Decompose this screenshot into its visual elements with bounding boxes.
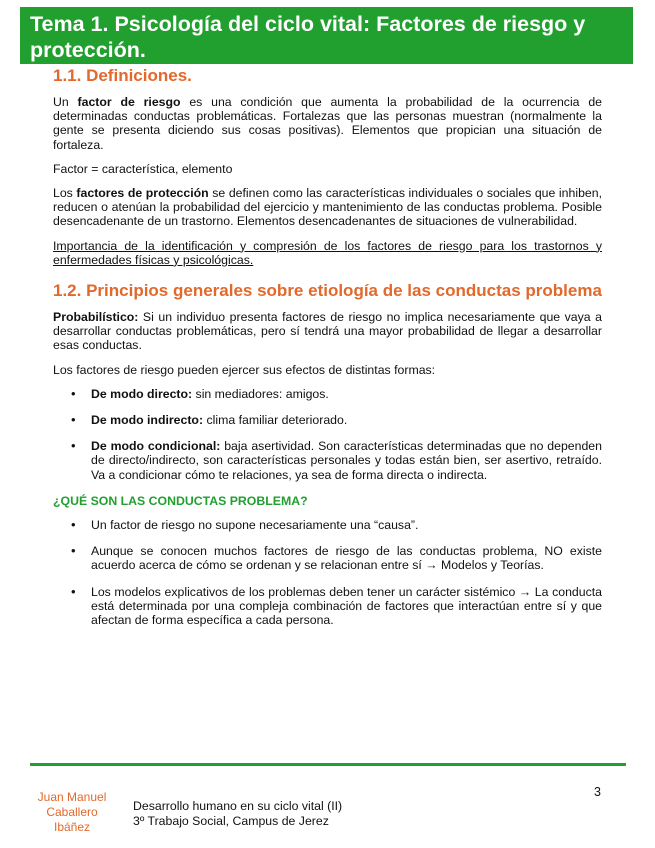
text-span: baja asertividad. Son características determinadas que no dependen de directo/indirecto, son características personales y todas están bien, ser asertivo, retraído. Va a condicionar cómo te relaciones, ya sea de forma directa o indirecta. [91,439,602,482]
text-span: Los [53,186,77,201]
course-name: Desarrollo humano en su ciclo vital (II) [133,799,343,813]
text-span: es una condición que aumenta la probabilidad de la ocurrencia de determinadas conductas problemáticas. Fortalezas que las personas muestran (normalmente la gente se presenta diciendo sus cosas positivas). Elementos que propician una situación de fortaleza. [53,95,602,152]
bullet-list-modos [53,387,602,482]
text-span: sin mediadores: amigos. [192,386,329,401]
text-span: clima familiar deteriorado. [203,413,348,428]
list-item [53,413,602,427]
text-span: se definen como las características individuales o sociales que inhiben, reducen o atenúan la probabilidad del ejercicio y mantenimiento de las conductas problema. Posible desencadenante de un trastorno. Elementos desencadenantes de situaciones de vulnerabilidad. [53,186,603,229]
bold-term: Probabilístico: [53,310,139,325]
bold-term: De modo indirecto: [91,413,204,428]
campus-name: 3º Trabajo Social, Campus de Jerez [133,814,329,828]
bold-term: De modo condicional: [91,439,221,454]
list-item: • Aunque se conocen muchos factores de riesgo de las conductas problema, NO existe acuerdo acerca de cómo se ordenan y se relacionan entre sí → Modelos y Teorías. [53,544,602,572]
footer-divider [30,763,626,766]
author-line: Caballero [46,805,98,819]
page-number: 3 [594,785,601,799]
list-item [53,387,602,401]
subheading-conductas-problema: ¿QUÉ SON LAS CONDUCTAS PROBLEMA? [53,493,308,508]
bold-term: De modo directo: [91,386,193,401]
footer-course-info [133,799,342,829]
text-span: Si un individuo presenta factores de riesgo no implica necesariamente que vaya a desarrollar conductas problemáticas, pero sí tendrá una mayor probabilidad de llegar a desarrollar esas conductas. [53,310,602,353]
text-span: Un [53,95,78,109]
paragraph-formas: Los factores de riesgo pueden ejercer sus efectos de distintas formas: [53,362,436,377]
list-item: • Los modelos explicativos de los problemas deben tener un carácter sistémico → La conducta está determinada por una compleja combinación de factores que interactúan entre sí y que afectan de forma específica a cada persona. [53,585,602,628]
author-line: Ibáñez [53,820,91,834]
bullet-list-conductas [53,518,602,627]
paragraph-probabilistico [53,310,602,353]
bold-term: factor de riesgo [77,95,181,109]
list-item: • Un factor de riesgo no supone necesariamente una “causa”. [53,518,602,532]
paragraph-importancia: Importancia de la identificación y compresión de los factores de riesgo para los trastornos y enfermedades físicas y psicológicas. [53,238,602,267]
paragraph-factores-proteccion [53,186,602,229]
paragraph-factor-definicion: Factor = característica, elemento [53,161,233,176]
author-name [28,790,116,835]
paragraph-factor-riesgo [53,95,602,152]
list-item [53,439,602,482]
author-line: Juan Manuel [37,790,107,804]
section-heading-definiciones: 1.1. Definiciones. [53,66,192,85]
document-body [53,66,602,639]
bold-term: factores de protección [76,186,209,201]
section-heading-principios: 1.2. Principios generales sobre etiología de las conductas problema [53,281,602,301]
document-title: Tema 1. Psicología del ciclo vital: Factores de riesgo y protección. [20,7,633,64]
